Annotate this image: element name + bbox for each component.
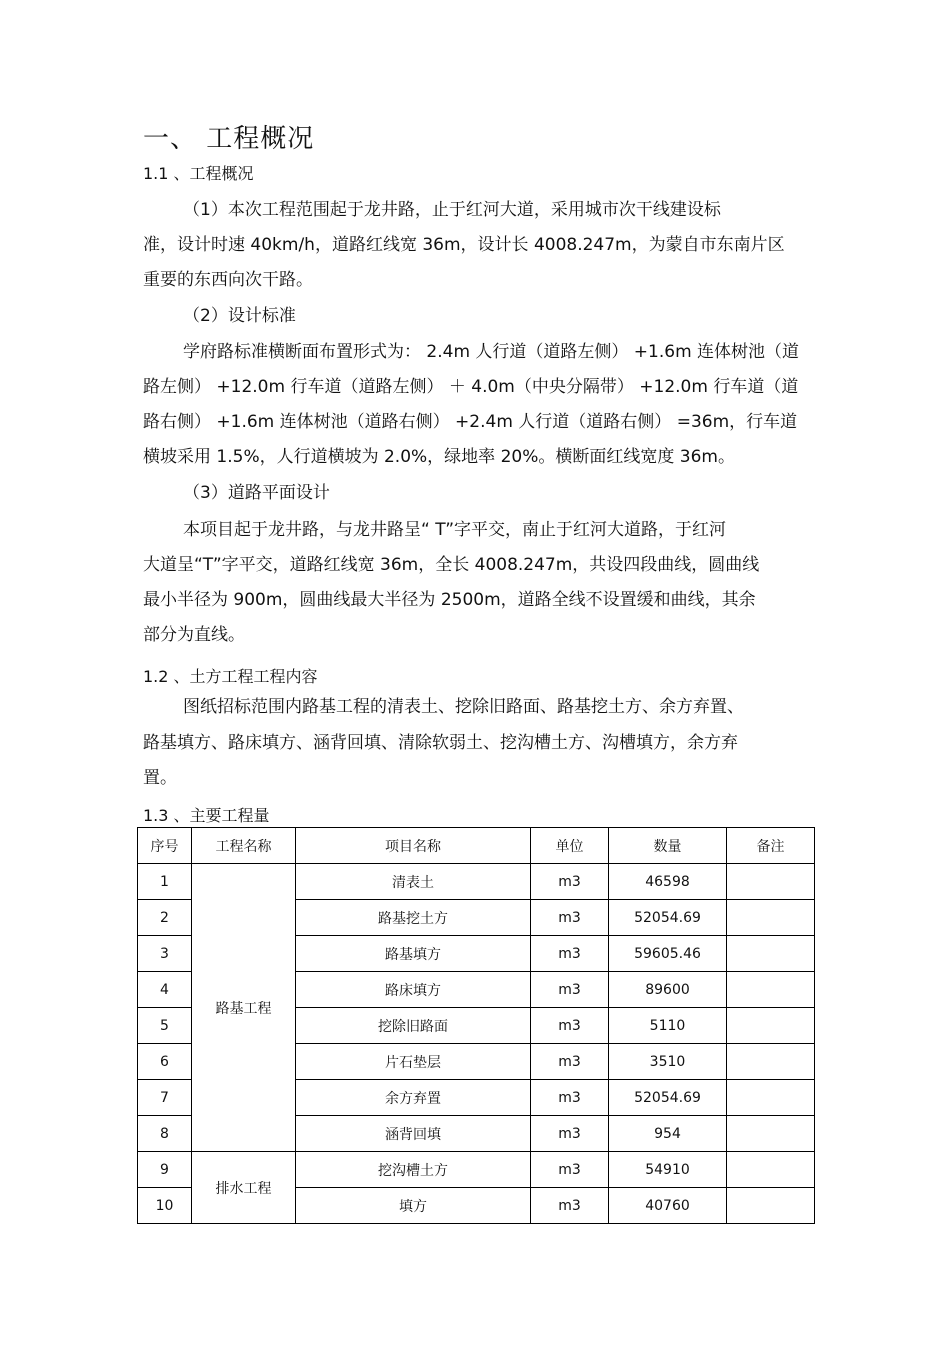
header-cell: 工程名称: [192, 828, 296, 864]
row-number: 10: [138, 1188, 192, 1224]
note: [727, 1152, 815, 1188]
paragraph-line: 横坡采用 1.5%，人行道横坡为 2.0%，绿地率 20%。横断面红线宽度 36m。: [143, 447, 735, 467]
unit: m3: [531, 1152, 609, 1188]
item-name: 挖除旧路面: [296, 1008, 531, 1044]
row-number: 5: [138, 1008, 192, 1044]
item-name: 片石垫层: [296, 1044, 531, 1080]
header-cell: 项目名称: [296, 828, 531, 864]
note: [727, 900, 815, 936]
quantity: 54910: [609, 1152, 727, 1188]
unit: m3: [531, 936, 609, 972]
paragraph-line: 大道呈“T”字平交，道路红线宽 36m，全长 4008.247m，共设四段曲线，圆曲线: [143, 555, 760, 575]
paragraph-line: 学府路标准横断面布置形式为： 2.4m 人行道（道路左侧） +1.6m 连体树池（道: [183, 342, 800, 362]
note: [727, 1080, 815, 1116]
quantity: 3510: [609, 1044, 727, 1080]
paragraph-line: 路左侧） +12.0m 行车道（道路左侧） ＋ 4.0m（中央分隔带） +12.0m 行车道（道: [143, 377, 799, 397]
row-number: 4: [138, 972, 192, 1008]
section-title-1-3: 1.3 、主要工程量: [143, 806, 270, 825]
paragraph-line: 重要的东西向次干路。: [143, 270, 313, 290]
unit: m3: [531, 972, 609, 1008]
table-row: [138, 1152, 815, 1188]
row-number: 6: [138, 1044, 192, 1080]
row-number: 3: [138, 936, 192, 972]
item-name: 涵背回填: [296, 1116, 531, 1152]
unit: m3: [531, 1044, 609, 1080]
note: [727, 864, 815, 900]
section-title-1-2: 1.2 、土方工程工程内容: [143, 667, 318, 686]
header-cell: 单位: [531, 828, 609, 864]
paragraph-line: 准，设计时速 40km/h，道路红线宽 36m，设计长 4008.247m，为蒙自市东南片区: [143, 235, 785, 255]
row-number: 7: [138, 1080, 192, 1116]
paragraph-line: 本项目起于龙井路，与龙井路呈“ T”字平交，南止于红河大道路，于红河: [183, 520, 727, 540]
quantity: 46598: [609, 864, 727, 900]
quantities-table: [137, 827, 815, 1224]
header-cell: 备注: [727, 828, 815, 864]
paragraph-line: 图纸招标范围内路基工程的清表土、挖除旧路面、路基挖土方、余方弃置、: [183, 697, 744, 717]
paragraph-line: （1）本次工程范围起于龙井路，止于红河大道，采用城市次干线建设标: [183, 200, 721, 220]
quantity: 954: [609, 1116, 727, 1152]
item-name: 路基挖土方: [296, 900, 531, 936]
group-name-cell: 路基工程: [192, 864, 296, 1152]
note: [727, 936, 815, 972]
group-name-cell: 排水工程: [192, 1152, 296, 1224]
item-name: 余方弃置: [296, 1080, 531, 1116]
note: [727, 1008, 815, 1044]
table-header-row: [138, 828, 815, 864]
subsection-title: （3）道路平面设计: [183, 483, 330, 503]
paragraph-line: 最小半径为 900m，圆曲线最大半径为 2500m，道路全线不设置缓和曲线，其余: [143, 590, 756, 610]
item-name: 挖沟槽土方: [296, 1152, 531, 1188]
header-cell: 数量: [609, 828, 727, 864]
quantity: 5110: [609, 1008, 727, 1044]
paragraph-line: 置。: [143, 768, 177, 788]
item-name: 路床填方: [296, 972, 531, 1008]
paragraph-line: 路基填方、路床填方、涵背回填、清除软弱土、挖沟槽土方、沟槽填方，余方弃: [143, 733, 738, 753]
item-name: 清表土: [296, 864, 531, 900]
header-cell: 序号: [138, 828, 192, 864]
row-number: 1: [138, 864, 192, 900]
unit: m3: [531, 1080, 609, 1116]
item-name: 路基填方: [296, 936, 531, 972]
note: [727, 1188, 815, 1224]
unit: m3: [531, 900, 609, 936]
unit: m3: [531, 864, 609, 900]
quantity: 59605.46: [609, 936, 727, 972]
quantity: 52054.69: [609, 1080, 727, 1116]
row-number: 8: [138, 1116, 192, 1152]
unit: m3: [531, 1116, 609, 1152]
quantity: 40760: [609, 1188, 727, 1224]
row-number: 9: [138, 1152, 192, 1188]
unit: m3: [531, 1188, 609, 1224]
note: [727, 1116, 815, 1152]
row-number: 2: [138, 900, 192, 936]
paragraph-line: 路右侧） +1.6m 连体树池（道路右侧） +2.4m 人行道（道路右侧） =36m，行车道: [143, 412, 798, 432]
page-heading: 一、 工程概况: [143, 124, 315, 154]
paragraph-line: 部分为直线。: [143, 625, 245, 645]
quantity: 52054.69: [609, 900, 727, 936]
quantity: 89600: [609, 972, 727, 1008]
note: [727, 972, 815, 1008]
section-title-1-1: 1.1 、工程概况: [143, 164, 254, 183]
subsection-title: （2）设计标准: [183, 306, 296, 326]
item-name: 填方: [296, 1188, 531, 1224]
note: [727, 1044, 815, 1080]
unit: m3: [531, 1008, 609, 1044]
table-row: [138, 864, 815, 900]
